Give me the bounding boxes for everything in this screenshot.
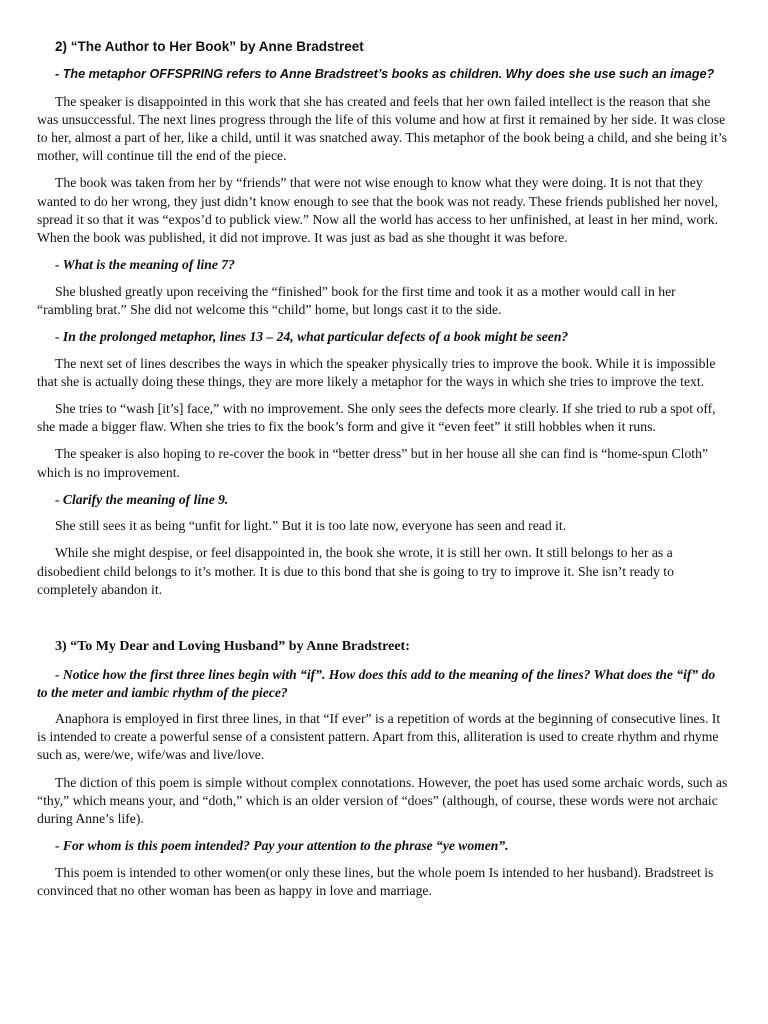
section-3-paragraph-1: Anaphora is employed in first three lines, in that “If ever” is a repetition of words at the beginning of consecutive lines. It is intended to create a powerful sense of a consistent pattern. Apart from this, alliteration is used to create rhythm and rhyme such as, were/we, wife/was and live/love. xyxy=(37,711,721,763)
section-3-heading: 3) “To My Dear and Loving Husband” by Anne Bradstreet: xyxy=(55,639,410,655)
section-2-question-3: - In the prolonged metaphor, lines 13 – 24, what particular defects of a book might be seen? xyxy=(55,329,569,345)
document-page xyxy=(37,38,729,909)
section-2-heading: 2) “The Author to Her Book” by Anne Bradstreet xyxy=(55,39,364,54)
section-3-paragraph-3: This poem is intended to other women(or only these lines, but the whole poem Is intended to her husband). Bradstreet is convinced that no other woman has been as happy in love and marriage. xyxy=(37,864,714,898)
section-2-paragraph-7: She still sees it as being “unfit for light.” But it is too late now, everyone has seen and read it. xyxy=(55,518,567,534)
section-2-question-1: - The metaphor OFFSPRING refers to Anne Bradstreet’s books as children. Why does she use such an image? xyxy=(55,67,715,81)
section-2-question-2: - What is the meaning of line 7? xyxy=(55,257,235,273)
section-2-paragraph-3: She blushed greatly upon receiving the “finished” book for the first time and took it as a mother would call in her “rambling brat.” She did not welcome this “child” home, but longs cast it to the side. xyxy=(37,283,676,317)
section-3-paragraph-2: The diction of this poem is simple without complex connotations. However, the poet has used some archaic words, such as “thy,” which means your, and “doth,” which is an older version of “does” (although, of course, these words were not archaic during Anne’s life). xyxy=(37,774,728,827)
section-2-paragraph-6: The speaker is also hoping to re-cover the book in “better dress” but in her house all she can find is “home-spun Cloth” which is no improvement. xyxy=(37,446,709,480)
section-2-paragraph-2: The book was taken from her by “friends” that were not wise enough to know what they were doing. It is not that they wanted to do her wrong, they just didn’t know enough to see that the book was not ready. These friends published her novel, spread it so that it was “expos’d to publick view.” Now all the world has access to her unfinished, at least in her mind, work. When the book was published, it did not improve. It was just as bad as she thought it was before. xyxy=(37,175,719,245)
section-2-paragraph-5: She tries to “wash [it’s] face,” with no improvement. She only sees the defects more clearly. If she tried to rub a spot off, she made a bigger flaw. When she tries to fix the book’s form and give it “even feet” it still hobbles when it runs. xyxy=(37,400,716,435)
section-3-question-1: - Notice how the first three lines begin with “if”. How does this add to the meaning of the lines? What does the “if” do to the meter and iambic rhythm of the piece? xyxy=(37,667,716,700)
section-3-question-2: - For whom is this poem intended? Pay your attention to the phrase “ye women”. xyxy=(55,838,509,854)
section-2-paragraph-8: While she might despise, or feel disappointed in, the book she wrote, it is still her own. It still belongs to her as a disobedient child belongs to it’s mother. It is due to this bond that she is going to try to improve it. She isn’t ready to completely abandon it. xyxy=(37,545,674,597)
section-2-question-4: - Clarify the meaning of line 9. xyxy=(55,491,229,507)
section-divider-space xyxy=(37,608,729,638)
section-2-paragraph-1: The speaker is disappointed in this work that she has created and feels that her own failed intellect is the reason that she was unsuccessful. The next lines progress through the life of this volume and how at first it remained by her side. It was close to her, almost a part of her, like a child, until it was snatched away. This metaphor of the book being a child, and she being it’s mother, will continue till the end of the piece. xyxy=(37,93,727,164)
section-2-paragraph-4: The next set of lines describes the ways in which the speaker physically tries to improve the book. While it is impossible that she is actually doing these things, they are more likely a metaphor for the ways in which she tries to improve the text. xyxy=(37,355,716,389)
